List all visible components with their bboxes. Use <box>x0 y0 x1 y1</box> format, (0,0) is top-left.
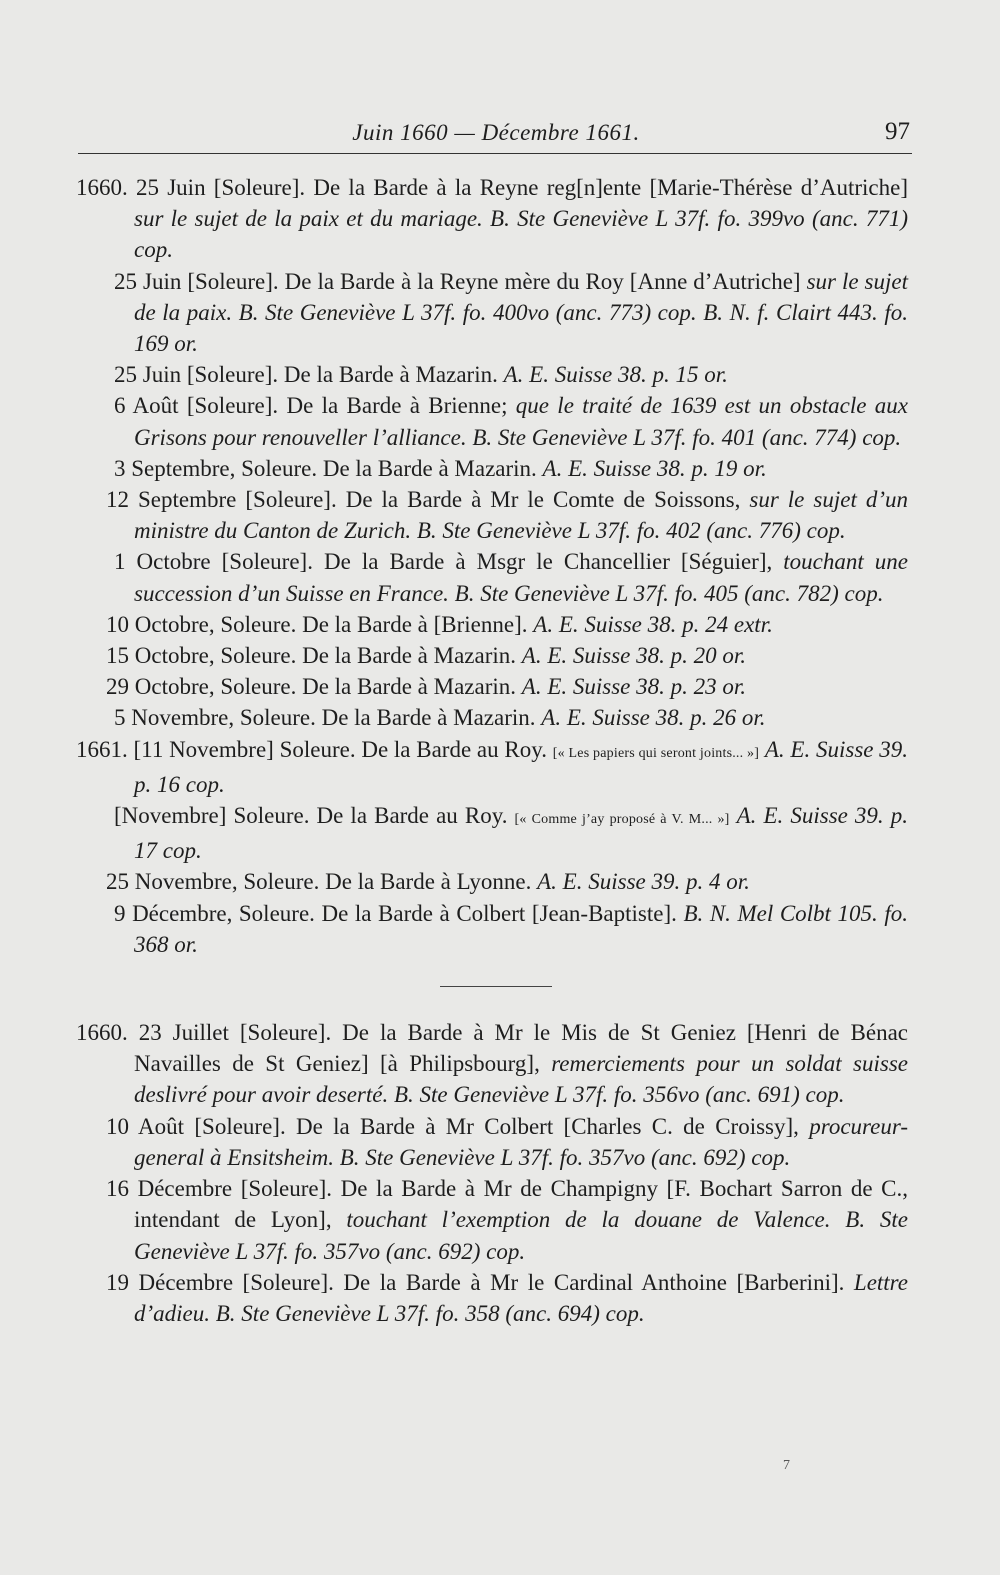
entry <box>0 359 908 390</box>
entry <box>0 800 908 866</box>
entry-ref: A. E. Suisse 39. p. 17 cop. <box>134 803 909 864</box>
entry-subject: B. N. Mel Colbt 105. fo. 368 or. <box>134 900 908 957</box>
calendar-entries <box>0 172 1000 1329</box>
header-rule <box>78 153 912 154</box>
page-header <box>80 118 912 154</box>
entry-ref: (anc. 691) cop. <box>705 1082 845 1108</box>
entry <box>0 734 908 800</box>
entry-ref: (anc. 694) cop. <box>505 1300 645 1326</box>
entry <box>0 172 908 266</box>
entry-subject: A. E. Suisse 38. p. 20 or. <box>521 643 747 669</box>
entry <box>0 1173 908 1267</box>
entry-subject: sur le sujet d’un ministre du Canton de Zurich. B. Ste Geneviève L 37f. fo. 402 <box>134 487 908 544</box>
entry-ref: A. E. Suisse 39. p. 16 cop. <box>134 736 908 797</box>
entry-text: 1 Octobre [Soleure]. De la Barde à Msgr le Chancellier [Séguier], <box>114 549 773 575</box>
entry-ref: (anc. 782) cop. <box>744 580 884 606</box>
entry-ref: (anc. 774) cop. <box>761 424 902 450</box>
entry <box>0 484 908 546</box>
entry-text: 12 Septembre [Soleure]. De la Barde à Mr le Comte de Soissons, <box>106 487 741 513</box>
entry <box>0 546 908 608</box>
entry-text: 1661. [11 Novembre] Soleure. De la Barde au Roy. <box>76 736 547 762</box>
entry-text: 15 Octobre, Soleure. De la Barde à Mazarin. <box>106 643 517 669</box>
entry-text: 29 Octobre, Soleure. De la Barde à Mazarin. <box>106 674 517 700</box>
entry-text: 25 Juin [Soleure]. De la Barde à la Reyne mère du Roy [Anne d’Autriche] <box>114 268 801 294</box>
page-number: 97 <box>885 118 910 145</box>
entry-subject: sur le sujet de la paix. B. Ste Geneviève L 37f. fo. 400vo <box>134 268 908 325</box>
entry <box>0 702 908 733</box>
entry-ref: (anc. 692) cop. <box>650 1144 791 1170</box>
entry-subject: remerciements pour un soldat suisse deslivré pour avoir deserté. B. Ste Geneviève L 37f. fo. 356vo <box>134 1051 909 1108</box>
entry <box>0 266 908 360</box>
section-divider <box>440 986 552 987</box>
entry <box>0 1267 908 1329</box>
entry-text: 3 Septembre, Soleure. De la Barde à Mazarin. <box>114 455 537 481</box>
entry-subject: A. E. Suisse 38. p. 15 or. <box>503 362 728 388</box>
entry-text: [Novembre] Soleure. De la Barde au Roy. <box>114 803 508 829</box>
entry-subject: procureur-general à Ensitsheim. B. Ste Geneviève L 37f. fo. 357vo <box>134 1113 909 1170</box>
entry <box>0 640 908 671</box>
entry-text: 10 Octobre, Soleure. De la Barde à [Brienne]. <box>106 611 528 637</box>
entry-text: 1660. 25 Juin [Soleure]. De la Barde à la Reyne reg[n]ente [Marie-Thérèse d’Autriche] <box>76 175 908 200</box>
entry <box>0 866 908 897</box>
entry-subject: A. E. Suisse 38. p. 26 or. <box>541 705 766 731</box>
entry-text: 5 Novembre, Soleure. De la Barde à Mazarin. <box>114 705 536 731</box>
entry-text: 1660. 23 Juillet [Soleure]. De la Barde à Mr le Mis de St Geniez [Henri de Bénac Navailles de St Geniez] [à Philipsbourg], <box>76 1020 908 1077</box>
entry-text: 25 Novembre, Soleure. De la Barde à Lyonne. <box>106 869 532 895</box>
running-title: Juin 1660 — Décembre 1661. <box>352 120 640 145</box>
entry-subject: touchant l’exemption de la douane de Valence. B. Ste Geneviève L 37f. fo. 357vo <box>134 1207 908 1264</box>
entry <box>0 898 908 960</box>
entry-subject: A. E. Suisse 38. p. 19 or. <box>542 455 767 481</box>
entry-text: 10 Août [Soleure]. De la Barde à Mr Colbert [Charles C. de Croissy], <box>106 1113 799 1139</box>
entry <box>0 609 908 640</box>
entry <box>0 390 908 452</box>
entry-ref: (anc. 692) cop. <box>385 1238 526 1264</box>
entry-text: 25 Juin [Soleure]. De la Barde à Mazarin. <box>114 362 498 388</box>
entry-text: 6 Août [Soleure]. De la Barde à Brienne; <box>114 393 508 419</box>
entry-incipit: [« Les papiers qui seront joints... »] <box>552 745 760 761</box>
entry-text: 19 Décembre [Soleure]. De la Barde à Mr le Cardinal Anthoine [Barberini]. <box>106 1269 845 1295</box>
entry-subject: que le traité de 1639 est un obstacle aux Grisons pour renouveller l’alliance. B. Ste Geneviève L 37f. fo. 401 <box>134 393 909 450</box>
entry-subject: sur le sujet de la paix et du mariage. B. Ste Geneviève L 37f. fo. 399vo <box>134 206 805 232</box>
entry <box>0 453 908 484</box>
entry-subject: A. E. Suisse 38. p. 23 or. <box>521 674 747 700</box>
entry-ref: (anc. 776) cop. <box>706 518 846 544</box>
signature-mark: 7 <box>783 1458 790 1473</box>
entry-incipit: [« Comme j’ay proposé à V. M... »] <box>514 812 730 828</box>
entry-ref: (anc. 771) cop. <box>134 206 908 263</box>
entry-subject: touchant une succession d’un Suisse en France. B. Ste Geneviève L 37f. fo. 405 <box>134 549 908 606</box>
entry-subject: A. E. Suisse 39. p. 4 or. <box>537 869 750 895</box>
entry-subject: Lettre d’adieu. B. Ste Geneviève L 37f. fo. 358 <box>134 1269 908 1326</box>
entry-text: 16 Décembre [Soleure]. De la Barde à Mr de Champigny [F. Bochart Sarron de C., intendant de Lyon], <box>106 1176 908 1233</box>
entry <box>0 1017 908 1111</box>
entry <box>0 671 908 702</box>
entry <box>0 1111 908 1173</box>
entry-text: 9 Décembre, Soleure. De la Barde à Colbert [Jean-Baptiste]. <box>114 900 677 926</box>
entry-ref: (anc. 773) cop. B. N. f. Clairt 443. fo. 169 or. <box>134 299 908 357</box>
entry-subject: A. E. Suisse 38. p. 24 extr. <box>533 611 773 637</box>
